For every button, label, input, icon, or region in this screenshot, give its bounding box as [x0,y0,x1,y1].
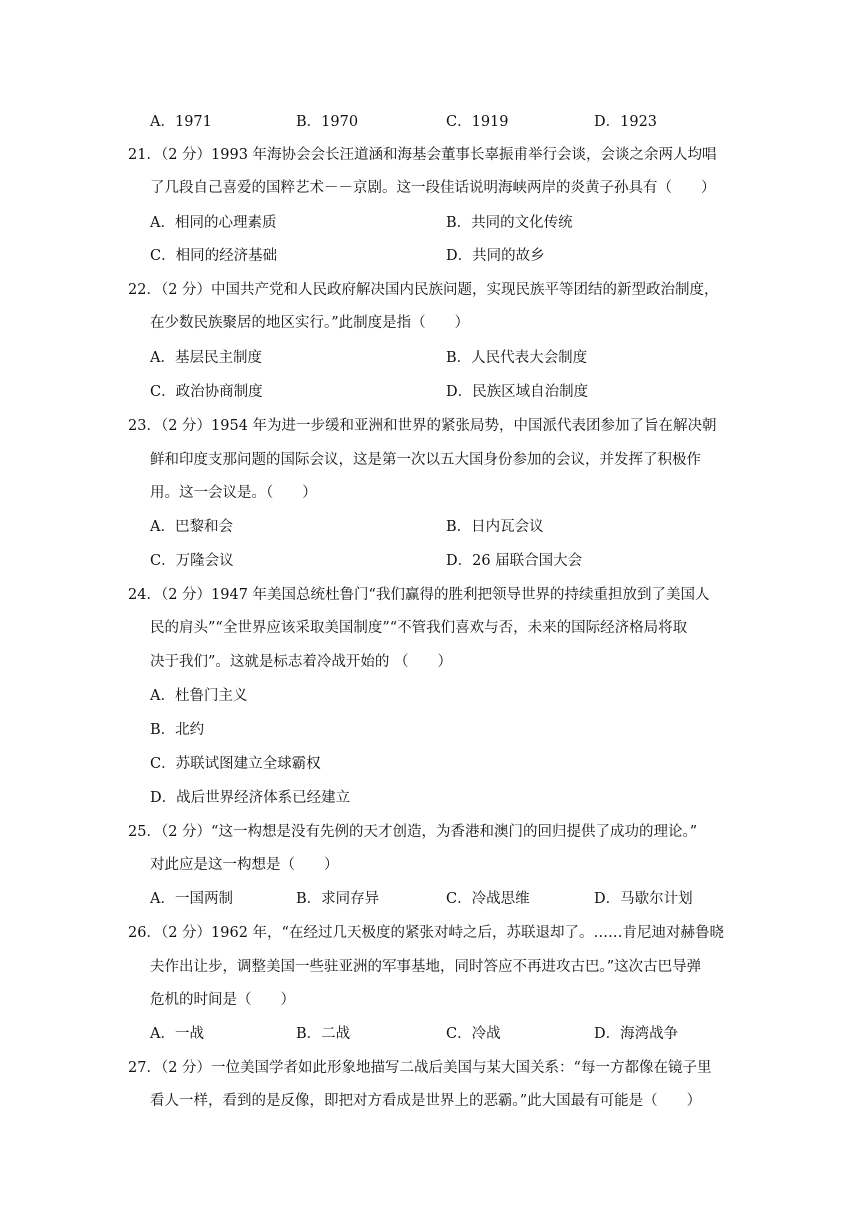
q24-stem-line-1: 24．（2 分）1947 年美国总统杜鲁门“我们赢得的胜利把领导世界的持续重担放到了美国人 [128,587,710,603]
q22-option-d: D．民族区域自治制度 [446,384,589,400]
q26-option-a: A．一战 [150,1026,204,1042]
q27-stem-line-1: 27．（2 分）一位美国学者如此形象地描写二战后美国与某大国关系：“每一方都像在镜子里 [128,1060,712,1076]
q26-option-c: C．冷战 [446,1026,501,1042]
q21-option-d: D．共同的故乡 [446,248,545,264]
q21-stem-line-2: 了几段自己喜爱的国粹艺术－－京剧。这一段佳话说明海峡两岸的炎黄子孙具有（ ） [150,180,716,196]
q26-option-b: B．二战 [296,1026,351,1042]
q20-option-a: A．1971 [150,114,212,130]
q25-stem-line-1: 25．（2 分）“这一构想是没有先例的天才创造，为香港和澳门的回归提供了成功的理论。” [128,824,698,840]
q25-stem-line-2: 对此应是这一构想是（ ） [150,857,339,873]
q20-option-c: C．1919 [446,114,509,130]
q23-stem-line-2: 鲜和印度支那问题的国际会议，这是第一次以五大国身份参加的会议，并发挥了积极作 [150,452,701,468]
q24-stem-line-2: 民的肩头”“全世界应该采取美国制度”“不管我们喜欢与否，未来的国际经济格局将取 [150,620,688,636]
q21-stem-line-1: 21．（2 分）1993 年海协会会长汪道涵和海基会董事长辜振甫举行会谈，会谈之余两人均唱 [128,147,717,163]
q23-option-d: D．26 届联合国大会 [446,553,583,569]
q24-option-b: B．北约 [150,722,205,738]
q25-option-c: C．冷战思维 [446,891,530,907]
q20-option-d: D．1923 [594,114,658,130]
q25-option-a: A．一国两制 [150,891,233,907]
q24-option-a: A．杜鲁门主义 [150,688,248,704]
q24-option-c: C．苏联试图建立全球霸权 [150,756,321,772]
q25-option-b: B．求同存异 [296,891,380,907]
q25-option-d: D．马歇尔计划 [594,891,693,907]
q20-option-b: B．1970 [296,114,359,130]
q24-stem-line-3: 决于我们”。这就是标志着冷战开始的 （ ） [150,654,453,670]
q21-option-a: A．相同的心理素质 [150,215,277,231]
q23-option-c: C．万隆会议 [150,553,234,569]
q23-option-b: B．日内瓦会议 [446,519,544,535]
q23-stem-line-3: 用。这一会议是。（ ） [150,485,317,501]
q26-stem-line-3: 危机的时间是（ ） [150,992,295,1008]
q21-option-c: C．相同的经济基础 [150,248,278,264]
q21-option-b: B．共同的文化传统 [446,215,573,231]
q23-option-a: A．巴黎和会 [150,519,233,535]
q22-option-b: B．人民代表大会制度 [446,350,588,366]
q24-option-d: D．战后世界经济体系已经建立 [150,790,351,806]
q22-option-a: A．基层民主制度 [150,350,262,366]
q23-stem-line-1: 23．（2 分）1954 年为进一步缓和亚洲和世界的紧张局势，中国派代表团参加了旨在解决朝 [128,418,717,434]
q22-stem-line-2: 在少数民族聚居的地区实行。”此制度是指（ ） [150,315,470,331]
q26-stem-line-2: 夫作出让步，调整美国一些驻亚洲的军事基地，同时答应不再进攻古巴。”这次古巴导弹 [150,959,702,975]
q22-stem-line-1: 22．（2 分）中国共产党和人民政府解决国内民族问题，实现民族平等团结的新型政治制度， [128,282,719,298]
q26-stem-line-1: 26．（2 分）1962 年，“在经过几天极度的紧张对峙之后，苏联退却了。……肯尼迪对赫鲁晓 [128,925,724,941]
q26-option-d: D．海湾战争 [594,1026,679,1042]
q27-stem-line-2: 看人一样，看到的是反像，即把对方看成是世界上的恶霸。”此大国最有可能是（ ） [150,1093,702,1109]
q22-option-c: C．政治协商制度 [150,384,263,400]
